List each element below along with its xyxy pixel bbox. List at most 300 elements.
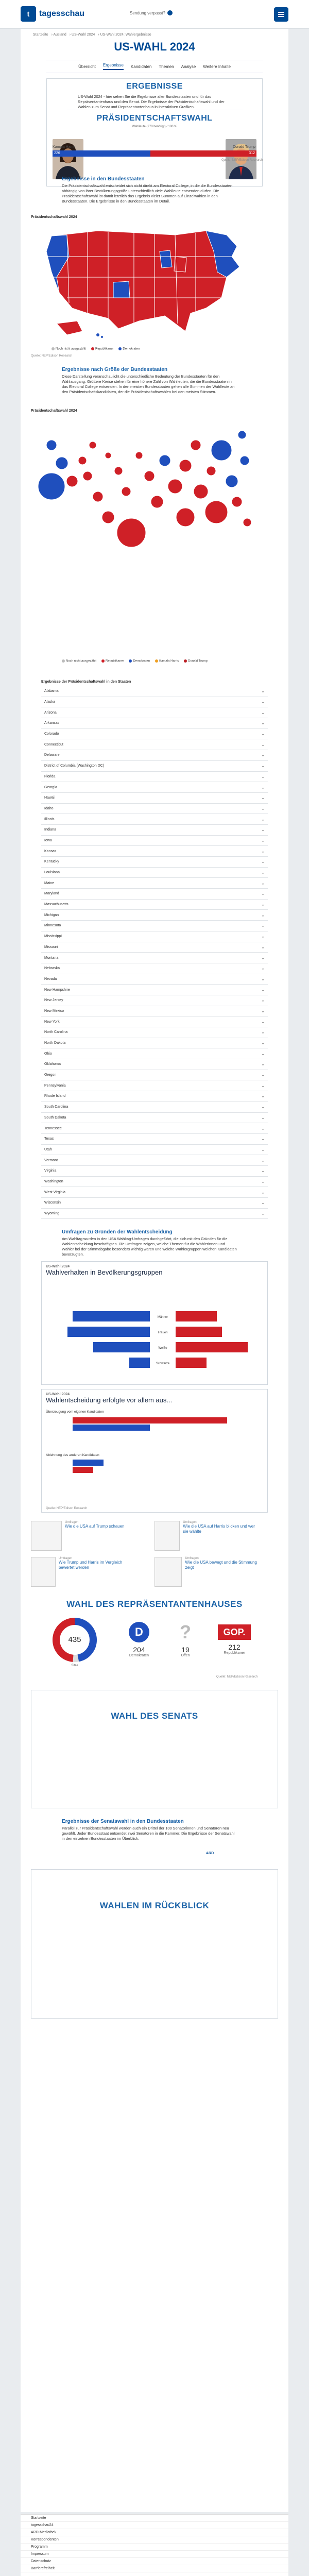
- state-row[interactable]: [41, 729, 268, 740]
- state-row[interactable]: [41, 846, 268, 857]
- state-row[interactable]: [41, 1177, 268, 1188]
- chevron-down-icon: ⌄: [261, 721, 265, 726]
- electoral-vote-bar: [53, 150, 256, 157]
- state-name: Nevada: [44, 977, 57, 981]
- groesse-heading: Ergebnisse nach Größe der Bundesstaaten: [62, 367, 168, 372]
- chevron-down-icon: ⌄: [261, 934, 265, 939]
- state-row[interactable]: [41, 1187, 268, 1198]
- footer-link[interactable]: ARD-Mediathek: [21, 2529, 288, 2536]
- tab-weitere[interactable]: Weitere Inhalte: [203, 64, 231, 69]
- state-row[interactable]: [41, 1134, 268, 1145]
- state-row[interactable]: [41, 857, 268, 868]
- chevron-down-icon: ⌄: [261, 1008, 265, 1013]
- legend-item: Demokraten: [118, 347, 140, 351]
- chevron-down-icon: ⌄: [261, 1094, 265, 1099]
- decision-sub1: Überzeugung vom eigenen Kandidaten: [46, 1410, 104, 1414]
- tab-bar: [46, 60, 263, 73]
- chevron-down-icon: ⌄: [261, 1030, 265, 1035]
- group-label: Weiße: [158, 1347, 167, 1350]
- state-row[interactable]: [41, 931, 268, 942]
- state-bubble[interactable]: [232, 497, 242, 507]
- state-name: Illinois: [44, 817, 55, 821]
- survey-kicker: US-Wahl 2024: [46, 1265, 70, 1268]
- chevron-down-icon: ⌄: [261, 827, 265, 833]
- state-row[interactable]: [41, 1123, 268, 1134]
- state-row[interactable]: [41, 953, 268, 963]
- teaser-title: Wie Trump und Harris im Vergleich bewertet werden: [58, 1560, 123, 1570]
- senat-sub-heading: Ergebnisse der Senatswahl in den Bundesstaaten: [62, 1819, 184, 1824]
- source-note: Quelle: NEP/Edison Research: [216, 1675, 258, 1679]
- rep-label: Republikaner: [224, 1651, 245, 1655]
- state-name: Connecticut: [44, 742, 63, 747]
- chevron-down-icon: ⌄: [261, 774, 265, 779]
- state-name: South Dakota: [44, 1115, 66, 1120]
- state-bubble[interactable]: [89, 442, 96, 449]
- teaser-title: Wie die USA bewegt und die Stimmung zeigt: [185, 1560, 258, 1570]
- praesidentschaft-heading: PRÄSIDENTSCHAFTSWAHL: [96, 114, 213, 123]
- state-row[interactable]: [41, 1059, 268, 1070]
- teaser-card[interactable]: [154, 1557, 258, 1589]
- state-row[interactable]: [41, 985, 268, 995]
- state-row[interactable]: [41, 1209, 268, 1219]
- state-name: Virginia: [44, 1169, 57, 1173]
- state-row[interactable]: [41, 697, 268, 708]
- state-name: Massachusetts: [44, 903, 68, 907]
- state-row[interactable]: [41, 942, 268, 953]
- state-row[interactable]: [41, 1145, 268, 1156]
- chevron-down-icon: ⌄: [261, 1041, 265, 1046]
- state-bubble[interactable]: [122, 487, 131, 496]
- open-count: 19: [181, 1646, 190, 1654]
- chevron-down-icon: ⌄: [261, 1126, 265, 1131]
- state-name: New Mexico: [44, 1009, 64, 1013]
- menu-icon: [278, 12, 284, 13]
- chevron-down-icon: ⌄: [261, 710, 265, 715]
- state-row[interactable]: [41, 1102, 268, 1113]
- dem-bar: [73, 1311, 150, 1321]
- breadcrumb-item[interactable]: Startseite: [33, 33, 48, 37]
- state-bubble[interactable]: [135, 452, 143, 459]
- teaser-kicker: Umfragen: [183, 1521, 197, 1524]
- tagesschau-logo[interactable]: [21, 6, 84, 22]
- state-name: West Virginia: [44, 1190, 65, 1194]
- rep-votes: 312: [150, 150, 256, 157]
- chevron-down-icon: ⌄: [261, 1115, 265, 1120]
- state-row[interactable]: [41, 1070, 268, 1081]
- state-name: Tennessee: [44, 1126, 62, 1130]
- chevron-down-icon: ⌄: [261, 1073, 265, 1078]
- us-map[interactable]: [36, 221, 252, 346]
- state-name: Wisconsin: [44, 1201, 61, 1205]
- state-name: Rhode Island: [44, 1094, 66, 1098]
- chevron-down-icon: ⌄: [261, 944, 265, 950]
- state-name: Alaska: [44, 700, 56, 704]
- state-bubble[interactable]: [238, 431, 246, 439]
- state-name: Missouri: [44, 945, 58, 949]
- dem-label: Demokraten: [129, 1654, 149, 1657]
- state-name: Indiana: [44, 828, 56, 832]
- state-row[interactable]: [41, 686, 268, 697]
- survey-box-groups: [41, 1261, 268, 1385]
- senat-heading: WAHL DES SENATS: [111, 1711, 198, 1721]
- state-bubble[interactable]: [93, 492, 103, 502]
- state-bubble[interactable]: [168, 479, 182, 494]
- teaser-kicker: Umfragen: [185, 1557, 199, 1560]
- state-row[interactable]: [41, 921, 268, 931]
- menu-button[interactable]: [274, 7, 288, 22]
- state-bubble[interactable]: [211, 440, 232, 461]
- state-list-heading: Ergebnisse der Präsidentschaftswahl in den Staaten: [41, 680, 131, 684]
- state-row[interactable]: [41, 718, 268, 729]
- state-row[interactable]: [41, 889, 268, 900]
- teaser-kicker: Umfragen: [65, 1521, 79, 1524]
- bubble-title: Präsidentschaftswahl 2024: [31, 409, 77, 413]
- state-row[interactable]: [41, 1091, 268, 1102]
- survey-box-decision: [41, 1389, 268, 1513]
- state-row[interactable]: [41, 1016, 268, 1027]
- map-title: Präsidentschaftswahl 2024: [31, 215, 77, 219]
- ergebnisse-text: US-Wahl 2024 - hier sehen Sie die Ergebnisse aller Bundesstaaten und für das Repräsentantenhaus und den Senat. Die Ergebnisse der Präsidentschaftswahl und der Wahlen zum Senat und Repräsentantenhaus in interaktiven Grafiken.: [78, 94, 225, 109]
- groesse-text: Diese Darstellung veranschaulicht die unterschiedliche Bedeutung der Bundesstaaten für den Wahlausgang. Größere Kreise stehen für eine höhere Zahl von Wahlleuten, die die Bundesstaaten in das Electoral College entsenden. In den meisten Bundesstaaten gehen alle Stimmen der Wahlleute an den Präsidentschaftskandidaten, der die Präsidentschaftswahlen bei den meisten Stimmen.: [62, 374, 235, 394]
- trump-name: Donald Trump: [233, 145, 255, 149]
- rep-bar: [176, 1311, 217, 1321]
- teaser-image: [31, 1521, 62, 1551]
- state-bubble[interactable]: [207, 466, 216, 476]
- state-name: Iowa: [44, 838, 52, 842]
- state-bubble[interactable]: [240, 456, 249, 465]
- group-label: Frauen: [158, 1331, 168, 1334]
- state-name: Louisiana: [44, 871, 60, 875]
- teaser-image: [154, 1557, 182, 1587]
- legend-item: Kamala Harris: [155, 659, 179, 663]
- bubble-map[interactable]: [31, 414, 268, 555]
- chevron-down-icon: ⌄: [261, 1051, 265, 1056]
- state-name: Wyoming: [44, 1212, 60, 1216]
- state-bubble[interactable]: [38, 473, 65, 500]
- chevron-down-icon: ⌄: [261, 795, 265, 801]
- state-name: Texas: [44, 1137, 54, 1141]
- state-name: Minnesota: [44, 924, 61, 928]
- chevron-down-icon: ⌄: [261, 700, 265, 705]
- teaser-card[interactable]: [31, 1521, 134, 1553]
- sendung-verpasst-link[interactable]: [130, 10, 173, 15]
- state-name: New Hampshire: [44, 988, 70, 992]
- senat-section: [31, 1690, 278, 1808]
- breadcrumb-item[interactable]: Ausland: [53, 33, 66, 37]
- rep-bar: [176, 1358, 207, 1368]
- sendung-label: Sendung verpasst?: [130, 10, 165, 15]
- footer-link[interactable]: Barrierefreiheit: [21, 2565, 288, 2572]
- state-row[interactable]: [41, 707, 268, 718]
- state-row[interactable]: [41, 910, 268, 921]
- rueckblick-heading: WAHLEN IM RÜCKBLICK: [99, 1901, 210, 1910]
- state-bubble[interactable]: [179, 460, 192, 472]
- chevron-down-icon: ⌄: [261, 1019, 265, 1024]
- state-name: Arizona: [44, 710, 57, 715]
- chevron-down-icon: ⌄: [261, 806, 265, 811]
- rep-bar: [176, 1327, 222, 1337]
- state-row[interactable]: [41, 761, 268, 772]
- state-name: North Dakota: [44, 1041, 66, 1045]
- state-bubble[interactable]: [243, 518, 251, 527]
- tab-themen[interactable]: Themen: [159, 64, 174, 69]
- footer-link[interactable]: tagesschau24: [21, 2522, 288, 2529]
- state-row[interactable]: [41, 739, 268, 750]
- state-name: Ohio: [44, 1052, 52, 1056]
- state-row[interactable]: [41, 1027, 268, 1038]
- chevron-down-icon: ⌄: [261, 1168, 265, 1174]
- state-name: District of Columbia (Washington DC): [44, 764, 105, 768]
- state-name: Colorado: [44, 732, 59, 736]
- main-content: [21, 29, 288, 2512]
- state-name: Montana: [44, 956, 59, 960]
- chevron-down-icon: ⌄: [261, 849, 265, 854]
- chevron-down-icon: ⌄: [261, 1083, 265, 1088]
- teaser-kicker: Umfragen: [58, 1557, 73, 1560]
- house-heading: WAHL DES REPRÄSENTANTENHAUSES: [66, 1599, 243, 1609]
- footer-link[interactable]: Programm: [21, 2544, 288, 2551]
- state-name: Vermont: [44, 1158, 58, 1162]
- group-label: Männer: [157, 1316, 168, 1319]
- state-accordion: [41, 686, 268, 1219]
- state-row[interactable]: [41, 963, 268, 974]
- state-name: Alabama: [44, 689, 59, 693]
- state-row[interactable]: [41, 825, 268, 836]
- question-icon: ?: [180, 1621, 191, 1642]
- state-row[interactable]: [41, 782, 268, 793]
- breadcrumb-item[interactable]: US-Wahl 2024: [72, 33, 95, 37]
- group-chart[interactable]: [42, 1280, 267, 1383]
- teaser-image: [31, 1557, 56, 1587]
- state-name: Oregon: [44, 1073, 57, 1077]
- state-name: Delaware: [44, 753, 60, 757]
- chevron-down-icon: ⌄: [261, 859, 265, 865]
- teaser-card[interactable]: [154, 1521, 258, 1553]
- chevron-down-icon: ⌄: [261, 976, 265, 981]
- state-name: Kansas: [44, 849, 57, 853]
- legend-item: Republikaner: [101, 659, 124, 663]
- chevron-down-icon: ⌄: [261, 902, 265, 907]
- legend-item: Noch nicht ausgezählt: [62, 659, 96, 663]
- state-bubble[interactable]: [151, 496, 163, 508]
- state-row[interactable]: [41, 974, 268, 985]
- decision-sub2: Ablehnung des anderen Kandidaten: [46, 1453, 99, 1457]
- rep-bar: [176, 1342, 248, 1352]
- state-row[interactable]: [41, 804, 268, 815]
- logo-text: tagesschau: [39, 9, 85, 18]
- chevron-down-icon: ⌄: [261, 891, 265, 896]
- dem-votes: 226: [53, 150, 150, 157]
- chevron-down-icon: ⌄: [261, 1147, 265, 1152]
- chevron-down-icon: ⌄: [261, 838, 265, 843]
- state-name: Maryland: [44, 892, 59, 896]
- state-name: South Carolina: [44, 1105, 68, 1109]
- state-bubble[interactable]: [102, 511, 114, 523]
- state-bubble[interactable]: [114, 467, 123, 475]
- chevron-down-icon: ⌄: [261, 1158, 265, 1163]
- state-bubble[interactable]: [226, 475, 238, 487]
- state-name: Florida: [44, 774, 56, 778]
- state-row[interactable]: [41, 1166, 268, 1177]
- dem-bar: [129, 1358, 150, 1368]
- logo-icon: t: [21, 6, 36, 22]
- state-name: Georgia: [44, 785, 57, 789]
- state-row[interactable]: [41, 995, 268, 1006]
- bundesstaaten-heading: Ergebnisse in den Bundesstaaten: [62, 176, 145, 182]
- open-label: Offen: [181, 1654, 190, 1657]
- source-note: Quelle: NEP/Edison Research: [46, 1507, 88, 1510]
- state-bubble[interactable]: [117, 518, 146, 547]
- state-row[interactable]: [41, 1113, 268, 1124]
- chevron-down-icon: ⌄: [261, 1190, 265, 1195]
- tab-analyse[interactable]: Analyse: [181, 64, 196, 69]
- state-name: Pennsylvania: [44, 1083, 66, 1088]
- state-bubble[interactable]: [159, 455, 170, 466]
- chevron-down-icon: ⌄: [261, 753, 265, 758]
- state-name: Kentucky: [44, 860, 59, 864]
- chevron-down-icon: ⌄: [261, 764, 265, 769]
- bubble-legend: [62, 659, 208, 663]
- group-label: Schwarze: [156, 1362, 170, 1365]
- house-donut[interactable]: [52, 1617, 98, 1667]
- state-bubble[interactable]: [56, 457, 68, 469]
- state-name: New Jersey: [44, 998, 63, 1003]
- tab-kandidaten[interactable]: Kandidaten: [130, 64, 152, 69]
- footer-link[interactable]: Datenschutz: [21, 2558, 288, 2565]
- state-bubble[interactable]: [191, 440, 201, 450]
- chevron-down-icon: ⌄: [261, 689, 265, 694]
- survey-title: Wahlentscheidung erfolgte vor allem aus...: [46, 1396, 173, 1404]
- ergebnisse-heading: ERGEBNISSE: [126, 82, 183, 91]
- umfragen-heading: Umfragen zu Gründen der Wahlentscheidung: [62, 1229, 173, 1235]
- state-name: North Carolina: [44, 1030, 68, 1035]
- chevron-down-icon: ⌄: [261, 912, 265, 918]
- state-row[interactable]: [41, 878, 268, 889]
- teaser-image: [154, 1521, 180, 1551]
- chevron-down-icon: ⌄: [261, 998, 265, 1003]
- chevron-down-icon: ⌄: [261, 870, 265, 875]
- decision-chart[interactable]: [42, 1408, 267, 1511]
- chevron-down-icon: ⌄: [261, 966, 265, 971]
- chevron-down-icon: ⌄: [261, 732, 265, 737]
- teaser-title: Wie die USA auf Trump schauen: [65, 1524, 125, 1529]
- source-note: Quelle: NEP/Edison Research: [31, 354, 73, 358]
- state-bubble[interactable]: [194, 484, 208, 499]
- state-row[interactable]: [41, 793, 268, 804]
- state-row[interactable]: [41, 750, 268, 761]
- footer-link[interactable]: Impressum: [21, 2551, 288, 2558]
- chevron-down-icon: ⌄: [261, 1211, 265, 1216]
- page-title: US-WAHL 2024: [114, 40, 195, 53]
- ard-logo: ARD: [206, 1851, 214, 1855]
- legend-item: Donald Trump: [184, 659, 208, 663]
- state-name: Michigan: [44, 913, 59, 917]
- source-note: Quelle: NEP/Edison Research: [221, 159, 263, 162]
- footer-link[interactable]: Startseite: [21, 2515, 288, 2522]
- state-bubble[interactable]: [83, 471, 92, 481]
- house-total: 435: [68, 1635, 81, 1644]
- teaser-card[interactable]: [31, 1557, 134, 1589]
- footer-link[interactable]: Korrespondenten: [21, 2536, 288, 2544]
- breadcrumb: Startseite › Ausland › US-Wahl 2024 › US-Wahl 2024: Wahlergebnisse: [33, 33, 151, 37]
- tab-uebersicht[interactable]: Übersicht: [78, 64, 96, 69]
- state-bubble[interactable]: [78, 456, 87, 465]
- house-open: [170, 1622, 201, 1657]
- chevron-down-icon: ⌄: [261, 880, 265, 886]
- dem-count: 204: [133, 1646, 145, 1654]
- state-row[interactable]: [41, 1198, 268, 1209]
- site-header: [0, 0, 309, 29]
- state-row[interactable]: [41, 814, 268, 825]
- breadcrumb-item[interactable]: US-Wahl 2024: Wahlergebnisse: [100, 33, 151, 37]
- house-rep: [216, 1622, 252, 1655]
- state-row[interactable]: [41, 772, 268, 783]
- harris-name: Kamala Harris: [53, 145, 76, 149]
- house-dem: [124, 1622, 154, 1657]
- state-bubble[interactable]: [105, 452, 111, 459]
- chevron-down-icon: ⌄: [261, 785, 265, 790]
- state-bubble[interactable]: [205, 501, 228, 523]
- state-row[interactable]: [41, 1006, 268, 1017]
- state-name: Utah: [44, 1147, 52, 1151]
- state-name: Mississippi: [44, 935, 62, 939]
- state-row[interactable]: [41, 1155, 268, 1166]
- chevron-down-icon: ⌄: [261, 817, 265, 822]
- chevron-down-icon: ⌄: [261, 1062, 265, 1067]
- chevron-down-icon: ⌄: [261, 1137, 265, 1142]
- state-name: Maine: [44, 881, 55, 885]
- state-bubble[interactable]: [66, 476, 78, 487]
- dem-bar: [67, 1327, 150, 1337]
- democrats-logo-icon: D: [129, 1622, 149, 1642]
- house-total-label: Sitze: [71, 1664, 78, 1667]
- state-row[interactable]: [41, 1048, 268, 1059]
- state-row[interactable]: [41, 868, 268, 878]
- state-row[interactable]: [41, 836, 268, 846]
- chevron-down-icon: ⌄: [261, 742, 265, 747]
- state-name: Arkansas: [44, 721, 60, 725]
- praesidentschaft-subtitle: Wahlleute (270 benötigt) / 100 %: [132, 125, 177, 128]
- umfragen-text: Am Wahltag wurden in den USA Wahltag-Umfragen durchgeführt, die sich mit den Gründen für die Wahlentscheidung beschäftigten. Die Umfragen zeigen, welche Themen für die Wählerinnen und Wähler bei der Stimmabgabe besonders wichtig waren und welche Wählergruppen welchen Kandidaten bevorzugten.: [62, 1236, 237, 1257]
- rueckblick-section: [31, 1869, 278, 2019]
- state-row[interactable]: [41, 1080, 268, 1091]
- state-bubble[interactable]: [46, 440, 57, 450]
- chevron-down-icon: ⌄: [261, 987, 265, 992]
- site-footer: [21, 2514, 288, 2576]
- dem-bar: [93, 1342, 150, 1352]
- state-name: Oklahoma: [44, 1062, 61, 1066]
- state-name: Idaho: [44, 806, 54, 810]
- legend-item: Republikaner: [91, 347, 113, 351]
- chevron-down-icon: ⌄: [261, 1105, 265, 1110]
- state-row[interactable]: [41, 900, 268, 910]
- survey-kicker: US-Wahl 2024: [46, 1393, 70, 1396]
- state-name: Nebraska: [44, 967, 60, 971]
- senat-text: Parallel zur Präsidentschaftswahl werden auch ein Drittel der 100 Senatorinnen und Senatoren neu gewählt. Jeder Bundesstaat entsendet zwei Senatoren in die Kammer. Die Ergebnisse der Senatswahl in den einzelnen Bundesstaaten im Überblick.: [62, 1826, 235, 1841]
- survey-title: Wahlverhalten in Bevölkerungsgruppen: [46, 1268, 163, 1276]
- state-bubble[interactable]: [144, 471, 154, 481]
- chevron-down-icon: ⌄: [261, 1179, 265, 1184]
- tab-ergebnisse[interactable]: Ergebnisse: [103, 63, 124, 70]
- gop-logo-icon: GOP.: [218, 1624, 251, 1640]
- state-row[interactable]: [41, 1038, 268, 1049]
- state-bubble[interactable]: [176, 508, 195, 527]
- legend-item: Demokraten: [129, 659, 150, 663]
- state-name: Hawaii: [44, 796, 56, 800]
- legend-item: Noch nicht ausgezählt: [52, 347, 86, 351]
- chevron-down-icon: ⌄: [261, 955, 265, 960]
- chevron-down-icon: ⌄: [261, 1200, 265, 1206]
